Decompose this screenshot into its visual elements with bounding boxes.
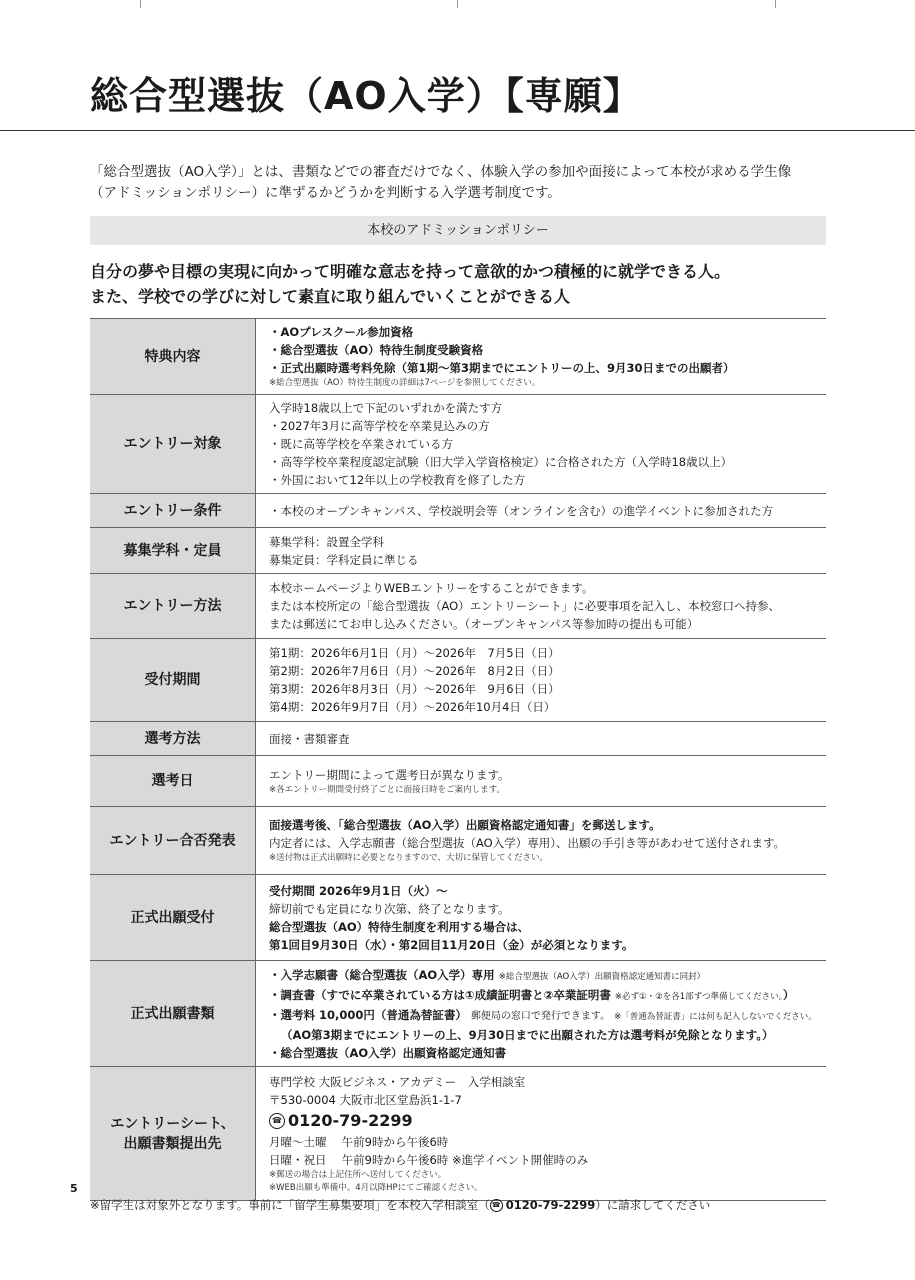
document-text: ・調査書（すでに卒業されている方は①成績証明書と②卒業証明書	[269, 987, 611, 1002]
result-line: 面接選考後、「総合型選抜（AO入学）出願資格認定通知書」を郵送します。	[269, 818, 661, 832]
method-line: 本校ホームページよりWEBエントリーをすることができます。	[269, 581, 594, 595]
admission-policy-heading: 本校のアドミッションポリシー	[90, 216, 826, 245]
row-content	[256, 722, 827, 756]
row-label: エントリー条件	[90, 494, 256, 528]
footer-note	[90, 1197, 710, 1213]
table-row	[90, 807, 826, 875]
period-line: 第2期：2026年7月6日（月）～2026年 8月2日（日）	[269, 664, 560, 678]
row-content	[256, 875, 827, 961]
hours-line: 日曜・祝日 午前9時から午後6時 ※進学イベント開催時のみ	[269, 1152, 589, 1167]
boshu-line: 募集学科：設置全学科	[269, 534, 384, 549]
benefit-item: ・正式出願時選考料免除（第1期～第3期までにエントリーの上、9月30日までの出願者）	[269, 361, 735, 375]
benefit-item: ・AOプレスクール参加資格	[269, 325, 414, 339]
row-content	[256, 319, 827, 395]
application-line: 締切前でも定員になり次第、終了となります。	[269, 901, 510, 916]
target-line: ・2027年3月に高等学校を卒業見込みの方	[269, 419, 490, 433]
benefit-item: ・総合型選抜（AO）特待生制度受験資格	[269, 343, 484, 357]
note: ※送付物は正式出願時に必要となりますので、大切に保管してください。	[269, 853, 548, 863]
footer-text: ※留学生は対象外となります。事前に「留学生募集要項」を本校入学相談室（	[90, 1198, 490, 1212]
row-content	[256, 756, 827, 807]
document-subtext: （AO第3期までにエントリーの上、9月30日までに出願された方は選考料が免除となります。）	[281, 1027, 774, 1042]
row-content	[256, 1067, 827, 1201]
row-label: 選考方法	[90, 722, 256, 756]
row-content	[256, 494, 827, 528]
row-content	[256, 961, 827, 1067]
title-rule	[0, 130, 915, 131]
school-name: 専門学校 大阪ビジネス・アカデミー 入学相談室	[269, 1074, 526, 1089]
note: ※必ず①・②を各1部ずつ準備してください。	[614, 991, 783, 1002]
document-text: ）	[782, 987, 795, 1002]
note: ※WEB出願も準備中。4月以降HPにてご確認ください。	[269, 1182, 483, 1193]
policy-line: また、学校での学びに対して素直に取り組んでいくことができる人	[90, 287, 571, 306]
crop-mark	[457, 0, 458, 8]
free-dial-icon: ☎	[269, 1113, 285, 1129]
admission-policy-text	[90, 259, 730, 309]
page-number: 5	[70, 1182, 78, 1195]
document-item	[269, 986, 826, 1006]
document-item: ・総合型選抜（AO入学）出願資格認定通知書	[269, 1045, 507, 1060]
table-row	[90, 1067, 826, 1201]
document-item	[269, 1006, 826, 1026]
row-label: 正式出願受付	[90, 875, 256, 961]
row-label: エントリー対象	[90, 395, 256, 494]
footer-phone: 0120-79-2299	[505, 1198, 596, 1212]
application-line: 受付期間 2026年9月1日（火）～	[269, 883, 448, 898]
row-content	[256, 395, 827, 494]
method-line: または郵送にてお申し込みください。（オープンキャンパス等参加時の提出も可能）	[269, 617, 699, 631]
table-row	[90, 574, 826, 639]
intro-line: （アドミッションポリシー）に準ずるかどうかを判断する入学選考制度です。	[90, 185, 561, 201]
entry-info-table	[90, 318, 826, 1201]
row-content	[256, 574, 827, 639]
address: 〒530-0004 大阪市北区堂島浜1-1-7	[269, 1092, 462, 1107]
table-row	[90, 875, 826, 961]
table-row	[90, 395, 826, 494]
table-row	[90, 722, 826, 756]
row-content	[256, 807, 827, 875]
target-line: ・既に高等学校を卒業されている方	[269, 437, 453, 451]
hours-line: 月曜～土曜 午前9時から午後6時	[269, 1134, 449, 1149]
intro-line: 「総合型選抜（AO入学）」とは、書類などでの審査だけでなく、体験入学の参加や面接によって本校が求める学生像	[90, 164, 792, 180]
crop-mark	[140, 0, 141, 8]
crop-mark	[775, 0, 776, 8]
document-plain: 郵便局の窓口で発行できます。	[470, 1010, 611, 1022]
selection-text: 面接・書類審査	[269, 731, 350, 746]
phone-number	[269, 1109, 826, 1133]
table-row	[90, 961, 826, 1067]
method-line: または本校所定の「総合型選抜（AO）エントリーシート」に必要事項を記入し、本校窓口へ持参、	[269, 599, 780, 613]
free-dial-icon: ☎	[490, 1199, 503, 1212]
note: ※総合型選抜（AO入学）出願資格認定通知書に同封）	[498, 971, 706, 982]
note: ※各エントリー期間受付終了ごとに面接日時をご案内します。	[269, 784, 505, 795]
document-text: ・選考料 10,000円（普通為替証書）	[269, 1007, 467, 1022]
target-line: 入学時18歳以上で下記のいずれかを満たす方	[269, 401, 503, 415]
row-label: エントリー方法	[90, 574, 256, 639]
row-label: 受付期間	[90, 639, 256, 722]
footer-text: ）に請求してください	[595, 1198, 711, 1212]
row-label: 募集学科・定員	[90, 528, 256, 574]
row-label: 特典内容	[90, 319, 256, 395]
note: ※「普通為替証書」には何も記入しないでください。	[614, 1011, 817, 1022]
table-row	[90, 319, 826, 395]
row-label: エントリー合否発表	[90, 807, 256, 875]
result-line: 内定者には、入学志願書（総合型選抜（AO入学）専用）、出願の手引き等があわせて送付されます。	[269, 836, 786, 850]
target-line: ・高等学校卒業程度認定試験（旧大学入学資格検定）に合格された方（入学時18歳以上）	[269, 455, 733, 469]
exam-day-text: エントリー期間によって選考日が異なります。	[269, 767, 510, 782]
table-row	[90, 494, 826, 528]
row-content	[256, 528, 827, 574]
intro-text	[90, 162, 850, 204]
row-content	[256, 639, 827, 722]
policy-line: 自分の夢や目標の実現に向かって明確な意志を持って意欲的かつ積極的に就学できる人。	[90, 262, 731, 281]
table-row	[90, 639, 826, 722]
row-label-line: 出願書類提出先	[123, 1135, 222, 1152]
document-text: ・入学志願書（総合型選抜（AO入学）専用	[269, 967, 495, 982]
page-title: 総合型選抜（AO入学）【専願】	[90, 74, 642, 118]
row-label: 選考日	[90, 756, 256, 807]
application-line: 第1回目9月30日（水）・第2回目11月20日（金）が必須となります。	[269, 937, 634, 952]
row-label: 正式出願書類	[90, 961, 256, 1067]
target-line: ・外国において12年以上の学校教育を修了した方	[269, 473, 526, 487]
row-label	[90, 1067, 256, 1201]
application-line: 総合型選抜（AO）特待生制度を利用する場合は、	[269, 919, 530, 934]
condition-text: ・本校のオープンキャンパス、学校説明会等（オンラインを含む）の進学イベントに参加された方	[269, 503, 774, 518]
table-row	[90, 756, 826, 807]
period-line: 第3期：2026年8月3日（月）～2026年 9月6日（日）	[269, 682, 560, 696]
boshu-line: 募集定員：学科定員に準じる	[269, 552, 419, 567]
document-item	[269, 966, 826, 986]
period-line: 第4期：2026年9月7日（月）～2026年10月4日（日）	[269, 700, 556, 714]
note: ※総合型選抜（AO）特待生制度の詳細は7ページを参照してください。	[269, 378, 541, 388]
row-label-line: エントリーシート、	[110, 1115, 235, 1132]
phone-text: 0120-79-2299	[288, 1110, 413, 1130]
note: ※郵送の場合は上記住所へ送付してください。	[269, 1169, 447, 1180]
period-line: 第1期：2026年6月1日（月）～2026年 7月5日（日）	[269, 646, 560, 660]
table-row	[90, 528, 826, 574]
